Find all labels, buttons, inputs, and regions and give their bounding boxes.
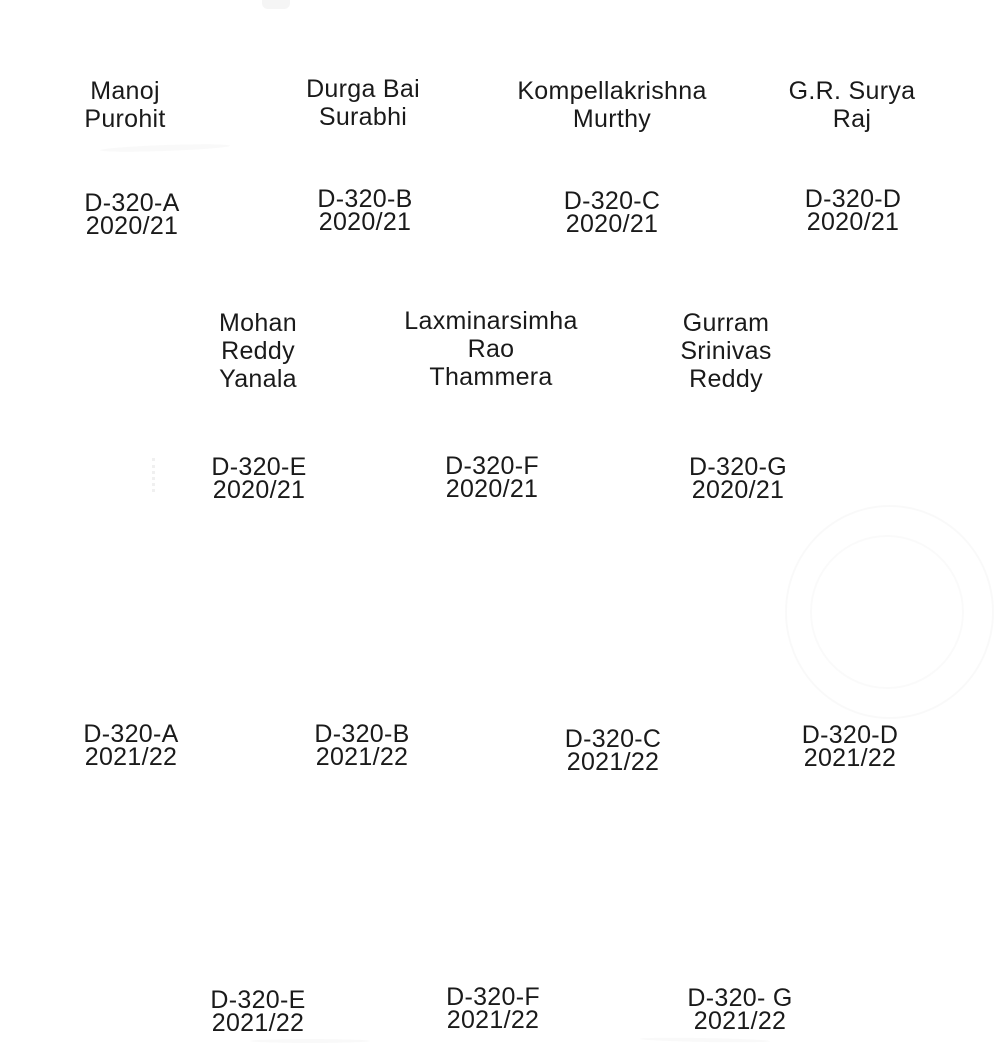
scan-streak <box>250 1039 370 1043</box>
scan-streak <box>100 143 230 154</box>
unit-year: 2021/22 <box>693 1007 787 1035</box>
scan-scribble <box>810 535 964 689</box>
unit-label-f-2020 <box>445 452 539 503</box>
owner-name-b <box>306 75 420 131</box>
unit-year: 2020/21 <box>565 210 659 238</box>
owner-name-line: Mohan <box>219 309 297 337</box>
unit-year: 2021/22 <box>446 1006 540 1034</box>
unit-code: D-320-F <box>446 983 540 1011</box>
unit-label-c-2021 <box>564 725 662 776</box>
unit-label-b-2020 <box>317 185 413 236</box>
owner-name-line: Kompellakrishna <box>517 77 707 105</box>
owner-name-line: Thammera <box>429 363 553 391</box>
owner-name-line: Durga Bai <box>306 75 420 103</box>
unit-label-a-2021 <box>83 720 179 771</box>
scan-marks <box>152 458 165 492</box>
owner-name-line: Manoj <box>90 77 160 105</box>
unit-code: D-320-F <box>445 452 539 480</box>
owner-name-line: Yanala <box>219 365 297 393</box>
unit-label-c-2020 <box>563 187 661 238</box>
owner-name-g <box>680 309 771 393</box>
owner-name-line: Srinivas <box>680 337 772 365</box>
unit-label-e-2021 <box>210 986 306 1037</box>
unit-year: 2020/21 <box>212 476 306 504</box>
unit-label-g-2020 <box>689 453 787 504</box>
scan-scribble <box>785 505 994 719</box>
unit-code: D-320-A <box>83 720 179 748</box>
unit-year: 2020/21 <box>691 476 785 504</box>
owner-name-a <box>84 77 165 133</box>
unit-code: D-320-E <box>210 986 306 1014</box>
unit-code: D-320-B <box>314 720 410 748</box>
unit-label-d-2021 <box>801 721 899 772</box>
owner-name-line: Gurram <box>682 309 770 337</box>
unit-year: 2020/21 <box>806 208 900 236</box>
owner-name-line: Purohit <box>84 105 166 133</box>
unit-year: 2021/22 <box>566 748 660 776</box>
owner-name-line: Murthy <box>572 105 652 133</box>
owner-name-line: Surabhi <box>318 103 408 131</box>
owner-name-line: G.R. Surya <box>788 77 916 105</box>
owner-name-c <box>517 77 706 133</box>
owner-name-line: Reddy <box>221 337 295 365</box>
unit-label-f-2021 <box>446 983 540 1034</box>
unit-code: D-320-D <box>804 185 902 213</box>
unit-label-d-2020 <box>804 185 902 236</box>
unit-code: D-320-A <box>84 189 180 217</box>
unit-year: 2020/21 <box>445 475 539 503</box>
unit-code: D-320-G <box>689 453 787 481</box>
unit-code: D-320-C <box>563 187 661 215</box>
unit-label-b-2021 <box>314 720 410 771</box>
owner-name-f <box>404 307 577 391</box>
owner-name-line: Raj <box>832 105 872 133</box>
unit-year: 2020/21 <box>318 208 412 236</box>
owner-name-d <box>789 77 916 133</box>
unit-code: D-320- G <box>687 984 793 1012</box>
unit-year: 2021/22 <box>84 743 178 771</box>
owner-name-line: Rao <box>467 335 515 363</box>
unit-label-e-2020 <box>211 453 307 504</box>
owner-name-line: Reddy <box>689 365 763 393</box>
unit-code: D-320-C <box>564 725 662 753</box>
scan-streak <box>640 1037 770 1043</box>
unit-label-g-2021 <box>687 984 793 1035</box>
unit-code: D-320-E <box>211 453 307 481</box>
unit-year: 2021/22 <box>315 743 409 771</box>
unit-code: D-320-D <box>801 721 899 749</box>
unit-year: 2021/22 <box>211 1009 305 1037</box>
scan-smudge <box>262 0 290 9</box>
owner-name-line: Laxminarsimha <box>404 307 578 335</box>
unit-code: D-320-B <box>317 185 413 213</box>
unit-year: 2021/22 <box>803 744 897 772</box>
unit-year: 2020/21 <box>85 212 179 240</box>
owner-name-e <box>219 309 297 393</box>
unit-label-a-2020 <box>84 189 180 240</box>
